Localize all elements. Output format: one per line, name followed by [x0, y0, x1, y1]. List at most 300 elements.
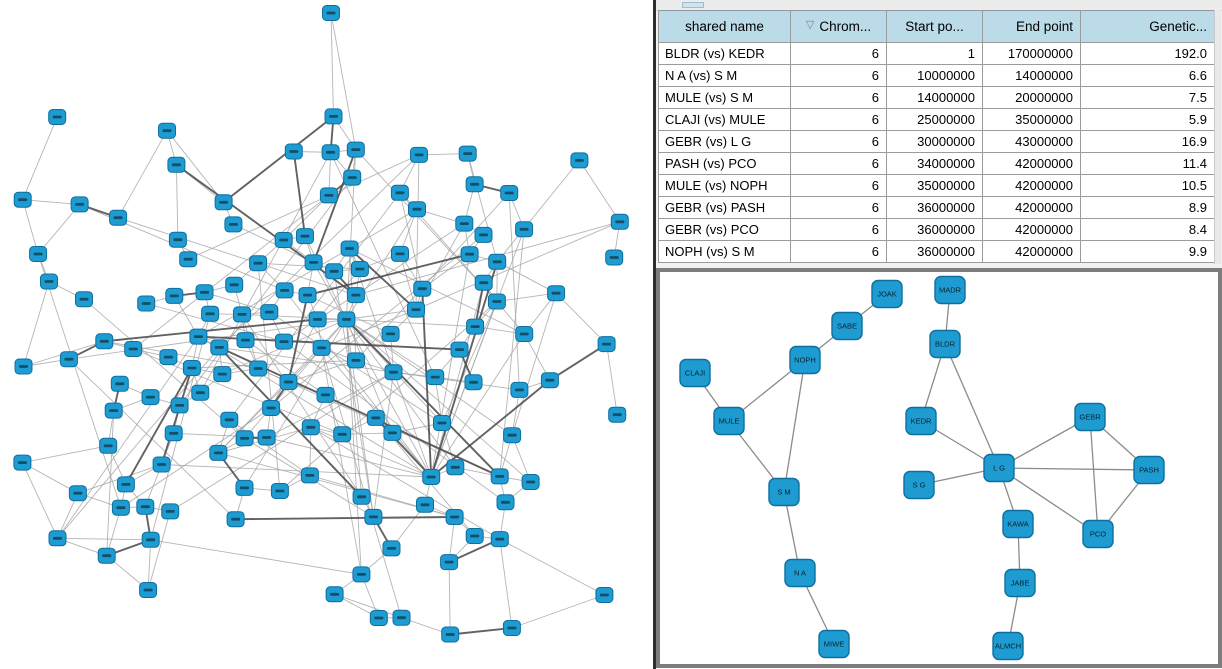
cell-value[interactable]: 42000000	[983, 197, 1081, 219]
network-node[interactable]	[488, 294, 505, 309]
subnetwork-canvas[interactable]	[660, 272, 1218, 664]
network-node[interactable]	[202, 306, 219, 321]
subnetwork-panel[interactable]	[656, 268, 1222, 668]
network-node[interactable]	[14, 455, 31, 470]
table-row[interactable]	[659, 87, 1215, 109]
network-edge[interactable]	[784, 360, 805, 492]
network-edge[interactable]	[335, 594, 402, 617]
node-claji[interactable]	[680, 360, 710, 387]
network-node[interactable]	[30, 247, 47, 262]
network-node[interactable]	[234, 307, 251, 322]
cell-shared-name[interactable]: PASH (vs) PCO	[659, 153, 791, 175]
network-edge[interactable]	[468, 154, 498, 262]
network-node[interactable]	[276, 283, 293, 298]
node-label	[342, 318, 351, 321]
network-node[interactable]	[447, 460, 464, 475]
network-node[interactable]	[382, 326, 399, 341]
node-label: MADR	[938, 285, 962, 295]
network-node[interactable]	[105, 403, 122, 418]
network-node[interactable]	[183, 361, 200, 376]
network-node[interactable]	[236, 431, 253, 446]
node-label	[230, 283, 239, 286]
node-label	[470, 535, 479, 538]
node-label	[479, 234, 488, 237]
node-label	[615, 220, 624, 223]
network-node[interactable]	[60, 352, 77, 367]
network-node[interactable]	[451, 342, 468, 357]
node-pco[interactable]	[1083, 521, 1113, 548]
node-label	[172, 163, 181, 166]
cell-value[interactable]: 170000000	[983, 43, 1081, 65]
network-edge[interactable]	[331, 13, 334, 116]
network-node[interactable]	[69, 486, 86, 501]
node-label	[495, 475, 504, 478]
network-node[interactable]	[301, 468, 318, 483]
cell-shared-name[interactable]: GEBR (vs) L G	[659, 131, 791, 153]
network-node[interactable]	[541, 373, 558, 388]
node-almch[interactable]	[993, 633, 1023, 660]
network-edge[interactable]	[431, 254, 469, 477]
cell-value[interactable]: 25000000	[887, 109, 983, 131]
network-node[interactable]	[596, 588, 613, 603]
cell-value[interactable]: 6	[791, 153, 887, 175]
network-node[interactable]	[285, 144, 302, 159]
network-node[interactable]	[317, 387, 334, 402]
network-node[interactable]	[322, 145, 339, 160]
network-node[interactable]	[169, 232, 186, 247]
network-node[interactable]	[467, 319, 484, 334]
network-edge[interactable]	[224, 116, 334, 202]
node-label: MULE	[718, 416, 740, 426]
node-label	[219, 201, 228, 204]
cell-value[interactable]: 16.9	[1081, 131, 1215, 153]
network-node[interactable]	[503, 621, 520, 636]
network-node[interactable]	[609, 407, 626, 422]
network-node[interactable]	[71, 197, 88, 212]
network-node[interactable]	[275, 233, 292, 248]
node-label	[305, 474, 314, 477]
network-node[interactable]	[548, 286, 565, 301]
node-label	[396, 253, 405, 256]
network-node[interactable]	[411, 147, 428, 162]
network-node[interactable]	[466, 177, 483, 192]
cell-value[interactable]: 14000000	[887, 87, 983, 109]
node-noph[interactable]	[790, 347, 820, 374]
network-node[interactable]	[338, 312, 355, 327]
network-edge[interactable]	[497, 160, 579, 261]
network-edge[interactable]	[148, 511, 170, 590]
table-row[interactable]	[659, 43, 1215, 65]
cell-shared-name[interactable]: NOPH (vs) S M	[659, 241, 791, 263]
network-node[interactable]	[504, 428, 521, 443]
node-label	[146, 538, 155, 541]
col-header-chromosome[interactable]	[791, 10, 887, 43]
network-node[interactable]	[571, 153, 588, 168]
cell-value[interactable]: 6	[791, 43, 887, 65]
network-node[interactable]	[475, 275, 492, 290]
network-node[interactable]	[14, 192, 31, 207]
network-node[interactable]	[456, 216, 473, 231]
node-gebr[interactable]	[1075, 404, 1105, 431]
node-label	[357, 573, 366, 576]
cell-shared-name[interactable]: CLAJI (vs) MULE	[659, 109, 791, 131]
network-edge[interactable]	[23, 117, 58, 200]
network-node[interactable]	[347, 142, 364, 157]
cell-value[interactable]: 192.0	[1081, 43, 1215, 65]
network-edge[interactable]	[449, 562, 450, 634]
node-label	[418, 287, 427, 290]
network-node[interactable]	[226, 277, 243, 292]
node-label	[170, 295, 179, 298]
network-node[interactable]	[305, 255, 322, 270]
cell-value[interactable]: 6	[791, 219, 887, 241]
network-node[interactable]	[347, 288, 364, 303]
network-node[interactable]	[598, 337, 615, 352]
network-node[interactable]	[325, 109, 342, 124]
network-node[interactable]	[165, 426, 182, 441]
node-miwe[interactable]	[819, 631, 849, 658]
network-node[interactable]	[160, 350, 177, 365]
cell-value[interactable]: 42000000	[983, 219, 1081, 241]
network-edge[interactable]	[23, 200, 38, 254]
network-node[interactable]	[214, 367, 231, 382]
cell-value[interactable]: 7.5	[1081, 87, 1215, 109]
cell-value[interactable]: 36000000	[887, 241, 983, 263]
col-header-start-position[interactable]	[887, 10, 983, 43]
network-node[interactable]	[309, 312, 326, 327]
network-node[interactable]	[491, 469, 508, 484]
network-node[interactable]	[501, 186, 518, 201]
network-node[interactable]	[393, 610, 410, 625]
network-node[interactable]	[111, 376, 128, 391]
network-node[interactable]	[461, 247, 478, 262]
network-node[interactable]	[96, 334, 113, 349]
filter-icon[interactable]: ▽	[805, 19, 815, 31]
node-pash[interactable]	[1134, 457, 1164, 484]
cell-value[interactable]: 14000000	[983, 65, 1081, 87]
network-edge[interactable]	[176, 165, 178, 240]
cell-shared-name[interactable]: GEBR (vs) PASH	[659, 197, 791, 219]
network-edge[interactable]	[1090, 417, 1098, 534]
network-node[interactable]	[236, 480, 253, 495]
network-node[interactable]	[475, 227, 492, 242]
node-label	[493, 260, 502, 263]
node-label	[313, 318, 322, 321]
table-scroll-tab[interactable]	[682, 2, 704, 8]
network-node[interactable]	[297, 229, 314, 244]
cell-value[interactable]: 42000000	[983, 175, 1081, 197]
node-label	[374, 617, 383, 620]
network-node[interactable]	[391, 185, 408, 200]
network-node[interactable]	[280, 375, 297, 390]
network-node[interactable]	[76, 292, 93, 307]
node-s-m[interactable]	[769, 479, 799, 506]
network-node[interactable]	[367, 410, 384, 425]
network-edge[interactable]	[607, 344, 618, 415]
cell-shared-name[interactable]: BLDR (vs) KEDR	[659, 43, 791, 65]
network-node[interactable]	[465, 375, 482, 390]
network-node[interactable]	[210, 445, 227, 460]
network-node[interactable]	[365, 509, 382, 524]
network-node[interactable]	[313, 340, 330, 355]
network-edge[interactable]	[556, 293, 607, 344]
network-node[interactable]	[522, 475, 539, 490]
node-label	[80, 298, 89, 301]
node-label	[387, 547, 396, 550]
network-node[interactable]	[125, 342, 142, 357]
network-node[interactable]	[442, 627, 459, 642]
node-label: BLDR	[934, 339, 956, 349]
cell-value[interactable]: 6	[791, 197, 887, 219]
network-node[interactable]	[137, 499, 154, 514]
network-node[interactable]	[180, 252, 197, 267]
network-node[interactable]	[299, 288, 316, 303]
network-node[interactable]	[221, 412, 238, 427]
node-kedr[interactable]	[906, 408, 936, 435]
network-edge[interactable]	[500, 539, 605, 595]
network-edge[interactable]	[24, 282, 50, 367]
cell-value[interactable]: 20000000	[983, 87, 1081, 109]
network-node[interactable]	[117, 477, 134, 492]
network-node[interactable]	[326, 264, 343, 279]
network-node[interactable]	[408, 302, 425, 317]
network-node[interactable]	[320, 188, 337, 203]
network-edge[interactable]	[314, 262, 432, 477]
network-node[interactable]	[384, 425, 401, 440]
cell-value[interactable]: 1	[887, 43, 983, 65]
network-node[interactable]	[171, 398, 188, 413]
node-label	[262, 436, 271, 439]
node-label	[102, 554, 111, 557]
cell-value[interactable]: 42000000	[983, 153, 1081, 175]
node-label	[240, 437, 249, 440]
cell-value[interactable]: 11.4	[1081, 153, 1215, 175]
network-edge[interactable]	[198, 337, 431, 477]
table-row[interactable]	[659, 241, 1215, 263]
network-node[interactable]	[225, 217, 242, 232]
network-node[interactable]	[516, 222, 533, 237]
cell-value[interactable]: 36000000	[887, 197, 983, 219]
network-node[interactable]	[190, 329, 207, 344]
network-node[interactable]	[491, 532, 508, 547]
network-node[interactable]	[250, 361, 267, 376]
cell-value[interactable]: 6	[791, 175, 887, 197]
node-label: S G	[912, 480, 926, 490]
col-header-chromosome-label: Chrom...	[819, 19, 872, 34]
cell-shared-name[interactable]: GEBR (vs) PCO	[659, 219, 791, 241]
table-row[interactable]	[659, 153, 1215, 175]
network-node[interactable]	[100, 438, 117, 453]
network-edge[interactable]	[450, 628, 512, 635]
network-edge[interactable]	[294, 152, 305, 237]
network-edge[interactable]	[242, 314, 346, 319]
network-edge[interactable]	[999, 468, 1149, 470]
network-node[interactable]	[138, 296, 155, 311]
network-node[interactable]	[263, 401, 280, 416]
cell-value[interactable]: 35000000	[983, 109, 1081, 131]
col-header-shared-name[interactable]	[659, 10, 791, 43]
network-edge[interactable]	[579, 160, 619, 221]
network-node[interactable]	[215, 195, 232, 210]
cell-value[interactable]: 9.9	[1081, 241, 1215, 263]
network-edge[interactable]	[331, 13, 356, 150]
cell-shared-name[interactable]: N A (vs) S M	[659, 65, 791, 87]
cell-value[interactable]: 10.5	[1081, 175, 1215, 197]
network-node[interactable]	[326, 587, 343, 602]
network-node[interactable]	[441, 555, 458, 570]
network-edge[interactable]	[236, 517, 455, 519]
node-s-g[interactable]	[904, 472, 934, 499]
network-node[interactable]	[112, 500, 129, 515]
network-node[interactable]	[414, 281, 431, 296]
node-sabe[interactable]	[832, 313, 862, 340]
network-edge[interactable]	[22, 446, 108, 463]
cell-value[interactable]: 35000000	[887, 175, 983, 197]
cell-value[interactable]: 6	[791, 65, 887, 87]
network-node[interactable]	[110, 210, 127, 225]
cell-value[interactable]: 5.9	[1081, 109, 1215, 131]
table-scrollbar[interactable]	[1214, 10, 1221, 264]
network-edge[interactable]	[118, 131, 167, 218]
cell-value[interactable]: 34000000	[887, 153, 983, 175]
node-madr[interactable]	[935, 277, 965, 304]
network-node[interactable]	[166, 288, 183, 303]
node-label	[412, 308, 421, 311]
cell-value[interactable]: 6	[791, 131, 887, 153]
network-node[interactable]	[276, 334, 293, 349]
node-kawa[interactable]	[1003, 511, 1033, 538]
network-node[interactable]	[516, 327, 533, 342]
network-node[interactable]	[250, 256, 267, 271]
network-node[interactable]	[392, 246, 409, 261]
network-node[interactable]	[261, 305, 278, 320]
network-node[interactable]	[140, 583, 157, 598]
node-label	[479, 281, 488, 284]
table-row[interactable]	[659, 197, 1215, 219]
network-node[interactable]	[15, 359, 32, 374]
cell-value[interactable]: 42000000	[983, 241, 1081, 263]
network-node[interactable]	[427, 370, 444, 385]
node-bldr[interactable]	[930, 331, 960, 358]
node-l-g[interactable]	[984, 455, 1014, 482]
node-label	[104, 444, 113, 447]
network-node[interactable]	[159, 123, 176, 138]
network-node[interactable]	[353, 489, 370, 504]
network-node[interactable]	[192, 385, 209, 400]
network-node[interactable]	[162, 504, 179, 519]
network-node[interactable]	[334, 427, 351, 442]
node-joak[interactable]	[872, 281, 902, 308]
table-row[interactable]	[659, 131, 1215, 153]
table-row[interactable]	[659, 175, 1215, 197]
network-node[interactable]	[49, 110, 66, 125]
cell-value[interactable]: 6	[791, 87, 887, 109]
network-node[interactable]	[142, 390, 159, 405]
network-node[interactable]	[434, 416, 451, 431]
network-edge[interactable]	[512, 595, 605, 628]
network-node[interactable]	[446, 510, 463, 525]
cell-value[interactable]: 6.6	[1081, 65, 1215, 87]
network-node[interactable]	[211, 340, 228, 355]
cell-value[interactable]: 6	[791, 109, 887, 131]
cell-shared-name[interactable]: MULE (vs) NOPH	[659, 175, 791, 197]
cell-value[interactable]: 6	[791, 241, 887, 263]
network-node[interactable]	[385, 365, 402, 380]
cell-value[interactable]: 8.4	[1081, 219, 1215, 241]
network-node[interactable]	[606, 250, 623, 265]
network-edge[interactable]	[500, 539, 512, 628]
network-edge[interactable]	[512, 293, 556, 435]
network-node[interactable]	[41, 274, 58, 289]
network-node[interactable]	[370, 611, 387, 626]
network-node[interactable]	[417, 497, 434, 512]
network-node[interactable]	[497, 495, 514, 510]
cell-value[interactable]: 10000000	[887, 65, 983, 87]
node-jabe[interactable]	[1005, 570, 1035, 597]
node-label: JABE	[1010, 578, 1030, 588]
cell-value[interactable]: 30000000	[887, 131, 983, 153]
network-node[interactable]	[423, 470, 440, 485]
network-node[interactable]	[323, 6, 340, 21]
network-node[interactable]	[98, 548, 115, 563]
network-node[interactable]	[611, 214, 628, 229]
network-node[interactable]	[196, 285, 213, 300]
network-node[interactable]	[344, 170, 361, 185]
network-node[interactable]	[348, 353, 365, 368]
network-node[interactable]	[383, 541, 400, 556]
network-node[interactable]	[459, 146, 476, 161]
network-node[interactable]	[168, 157, 185, 172]
node-mule[interactable]	[714, 408, 744, 435]
cell-value[interactable]: 8.9	[1081, 197, 1215, 219]
network-node[interactable]	[511, 382, 528, 397]
node-label	[501, 501, 510, 504]
table-row[interactable]	[659, 65, 1215, 87]
network-node[interactable]	[409, 202, 426, 217]
node-n-a[interactable]	[785, 560, 815, 587]
network-edge[interactable]	[58, 538, 151, 540]
node-label	[451, 466, 460, 469]
cell-value[interactable]: 43000000	[983, 131, 1081, 153]
node-label	[225, 418, 234, 421]
network-node[interactable]	[341, 241, 358, 256]
table-row[interactable]	[659, 219, 1215, 241]
network-edge[interactable]	[431, 334, 524, 477]
network-node[interactable]	[258, 430, 275, 445]
network-node[interactable]	[353, 567, 370, 582]
network-node[interactable]	[351, 262, 368, 277]
col-header-end-point[interactable]	[983, 10, 1081, 43]
network-node[interactable]	[49, 531, 66, 546]
table-row[interactable]	[659, 109, 1215, 131]
node-label	[357, 495, 366, 498]
node-label	[602, 343, 611, 346]
network-node[interactable]	[237, 333, 254, 348]
network-edge[interactable]	[945, 344, 999, 468]
network-node[interactable]	[466, 529, 483, 544]
network-node[interactable]	[302, 420, 319, 435]
network-node[interactable]	[227, 512, 244, 527]
network-node[interactable]	[142, 532, 159, 547]
network-edge[interactable]	[22, 463, 57, 539]
network-node[interactable]	[153, 457, 170, 472]
network-node[interactable]	[489, 254, 506, 269]
network-node[interactable]	[271, 484, 288, 499]
cell-value[interactable]: 36000000	[887, 219, 983, 241]
col-header-genetic[interactable]	[1081, 10, 1215, 43]
network-edge[interactable]	[151, 540, 362, 575]
cell-shared-name[interactable]: MULE (vs) S M	[659, 87, 791, 109]
